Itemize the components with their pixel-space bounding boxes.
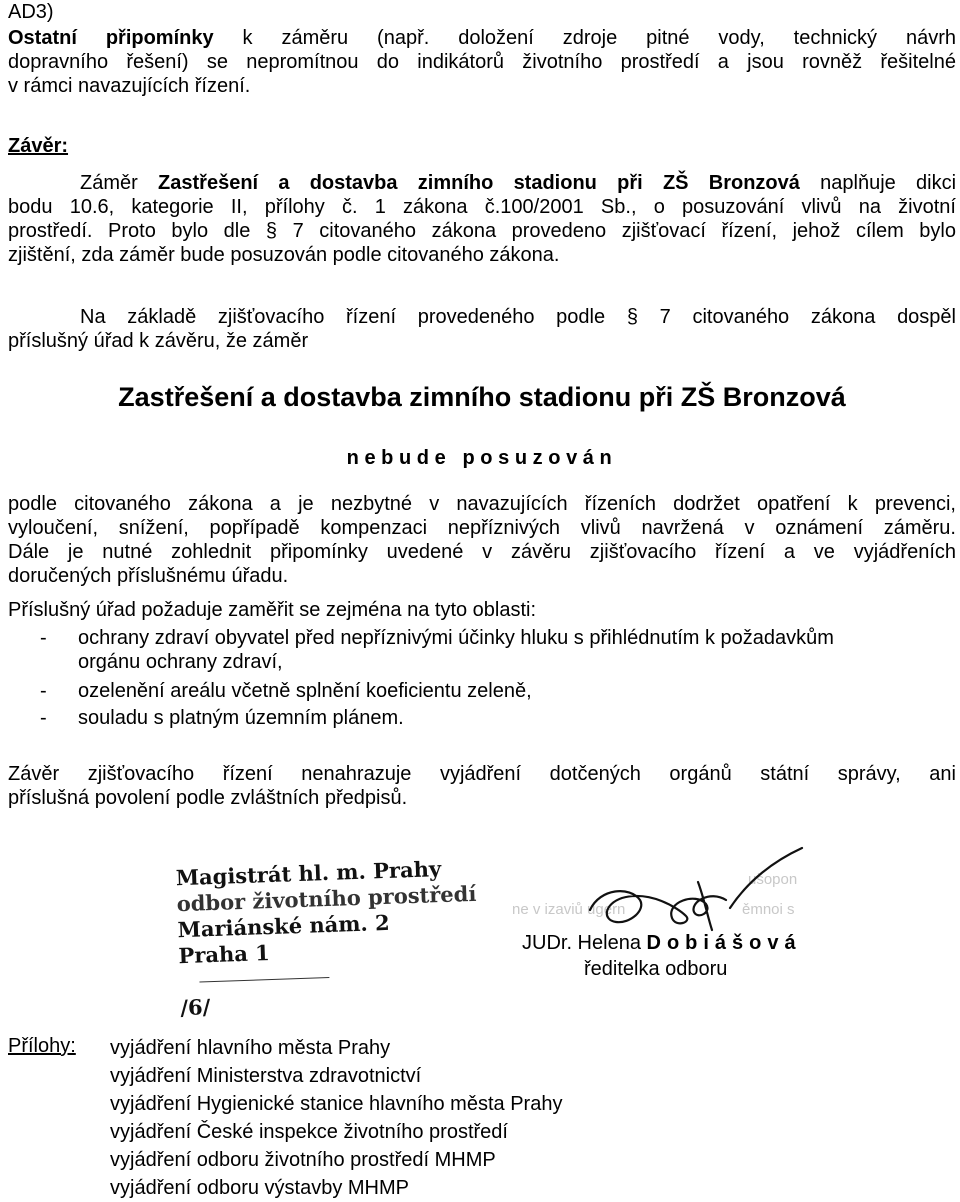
p2-line-2: příslušný úřad k závěru, že záměr	[8, 330, 309, 352]
list-dash: -	[40, 627, 47, 649]
p3-line-2: vyloučení, snížení, popřípadě kompenzaci nepříznivých vlivů navržená v oznámení záměru.	[8, 517, 956, 539]
p3-line-3: Dále je nutné zohlednit připomínky uvedené v závěru zjišťovacího řízení a ve vyjádřeních	[8, 541, 956, 563]
intro-bold-lead: Ostatní připomínky	[8, 27, 214, 49]
list-item-text: ozelenění areálu včetně splnění koeficientu zeleně,	[78, 680, 532, 702]
intro-line-1	[8, 26, 956, 50]
attachment-item: vyjádření České inspekce životního prostředí	[110, 1121, 508, 1143]
list-item	[8, 626, 956, 678]
zaver-paragraph-2	[8, 305, 956, 353]
p5-line-1: Závěr zjišťovacího řízení nenahrazuje vyjádření dotčených orgánů státní správy, ani	[8, 763, 956, 785]
intro-line-1-rest: k záměru (např. doložení zdroje pitné vody, technický návrh	[213, 27, 956, 49]
list-item-text: orgánu ochrany zdraví,	[78, 651, 283, 673]
intro-line-2: dopravního řešení) se nepromítnou do indikátorů životního prostředí a jsou rovněž řešitelné	[8, 51, 956, 73]
signatory-title: ředitelka odboru	[584, 958, 728, 980]
attachments-label-block	[8, 1034, 76, 1058]
zaver-paragraph-4	[8, 598, 956, 622]
attachment-item: vyjádření Hygienické stanice hlavního města Prahy	[110, 1093, 563, 1115]
ghost-stamp-text-right-top: ušopon	[748, 871, 798, 888]
p1-line-4: zjištění, zda záměr bude posuzován podle citovaného zákona.	[8, 244, 560, 266]
stamp-line-3: Mariánské nám. 2	[177, 909, 391, 943]
signatory-first-name: JUDr. Helena	[522, 932, 647, 954]
verdict-block	[8, 446, 956, 470]
p2-line-1: Na základě zjišťovacího řízení provedeného podle § 7 citovaného zákona dospěl	[80, 306, 956, 328]
reference-code: AD3)	[8, 1, 54, 23]
attachment-item: vyjádření hlavního města Prahy	[110, 1037, 391, 1059]
signatory-name	[522, 931, 802, 955]
office-stamp	[175, 855, 480, 1021]
p1-project-name: Zastřešení a dostavba zimního stadionu při ZŠ Bronzová	[158, 172, 800, 194]
zaver-heading: Závěr:	[8, 135, 69, 157]
intro-line-3: v rámci navazujících řízení.	[8, 75, 251, 97]
zaver-heading-block	[8, 134, 956, 158]
p1-line-3: prostředí. Proto bylo dle § 7 citovaného zákona provedeno zjišťovací řízení, jehož cílem bylo	[8, 220, 956, 242]
stamp-line-4: Praha 1 /6/	[178, 933, 480, 1021]
zaver-paragraph-1	[8, 171, 956, 267]
p1-line-2: bodu 10.6, kategorie II, přílohy č. 1 zákona č.100/2001 Sb., o posuzování vlivů na životní	[8, 196, 956, 218]
ghost-stamp-text-left: ne v izaviů ugern	[512, 901, 626, 918]
p1-line-1-pre: Záměr	[80, 172, 159, 194]
p3-line-1: podle citovaného zákona a je nezbytné v navazujících řízeních dodržet opatření k prevenci,	[8, 493, 956, 515]
zaver-paragraph-3	[8, 492, 956, 588]
list-dash: -	[40, 680, 47, 702]
list-item-text: ochrany zdraví obyvatel před nepříznivými účinky hluku s přihlédnutím k požadavkům	[78, 627, 834, 649]
attachment-item: vyjádření odboru výstavby MHMP	[110, 1177, 410, 1199]
p3-line-4: doručených příslušnému úřadu.	[8, 565, 289, 587]
stamp-line-2: odbor životního prostředí	[176, 880, 477, 917]
zaver-paragraph-5	[8, 762, 956, 810]
attachments-list	[110, 1034, 562, 1202]
ghost-stamp-text-right-mid: ěmnoi s	[742, 901, 795, 918]
p4-line: Příslušný úřad požaduje zaměřit se zejména na tyto oblasti:	[8, 599, 537, 621]
attachment-item: vyjádření Ministerstva zdravotnictví	[110, 1065, 422, 1087]
intro-paragraph	[8, 26, 956, 98]
header-ref	[8, 0, 956, 24]
stamp-line-1: Magistrát hl. m. Prahy	[175, 856, 442, 891]
list-dash: -	[40, 707, 47, 729]
project-title: Zastřešení a dostavba zimního stadionu při ZŠ Bronzová	[118, 382, 846, 412]
p1-line-1-post: naplňuje dikci	[799, 172, 957, 194]
p1-line-1	[8, 171, 956, 195]
attachments-label: Přílohy:	[8, 1035, 76, 1057]
p5-line-2: příslušná povolení podle zvláštních předpisů.	[8, 787, 408, 809]
attachment-item: vyjádření odboru životního prostředí MHMP	[110, 1149, 496, 1171]
signatory-surname: Dobiášová	[646, 932, 802, 954]
list-item-text: souladu s platným územním plánem.	[78, 707, 404, 729]
verdict-text: nebude posuzován	[346, 447, 618, 469]
project-title-block	[8, 380, 956, 414]
